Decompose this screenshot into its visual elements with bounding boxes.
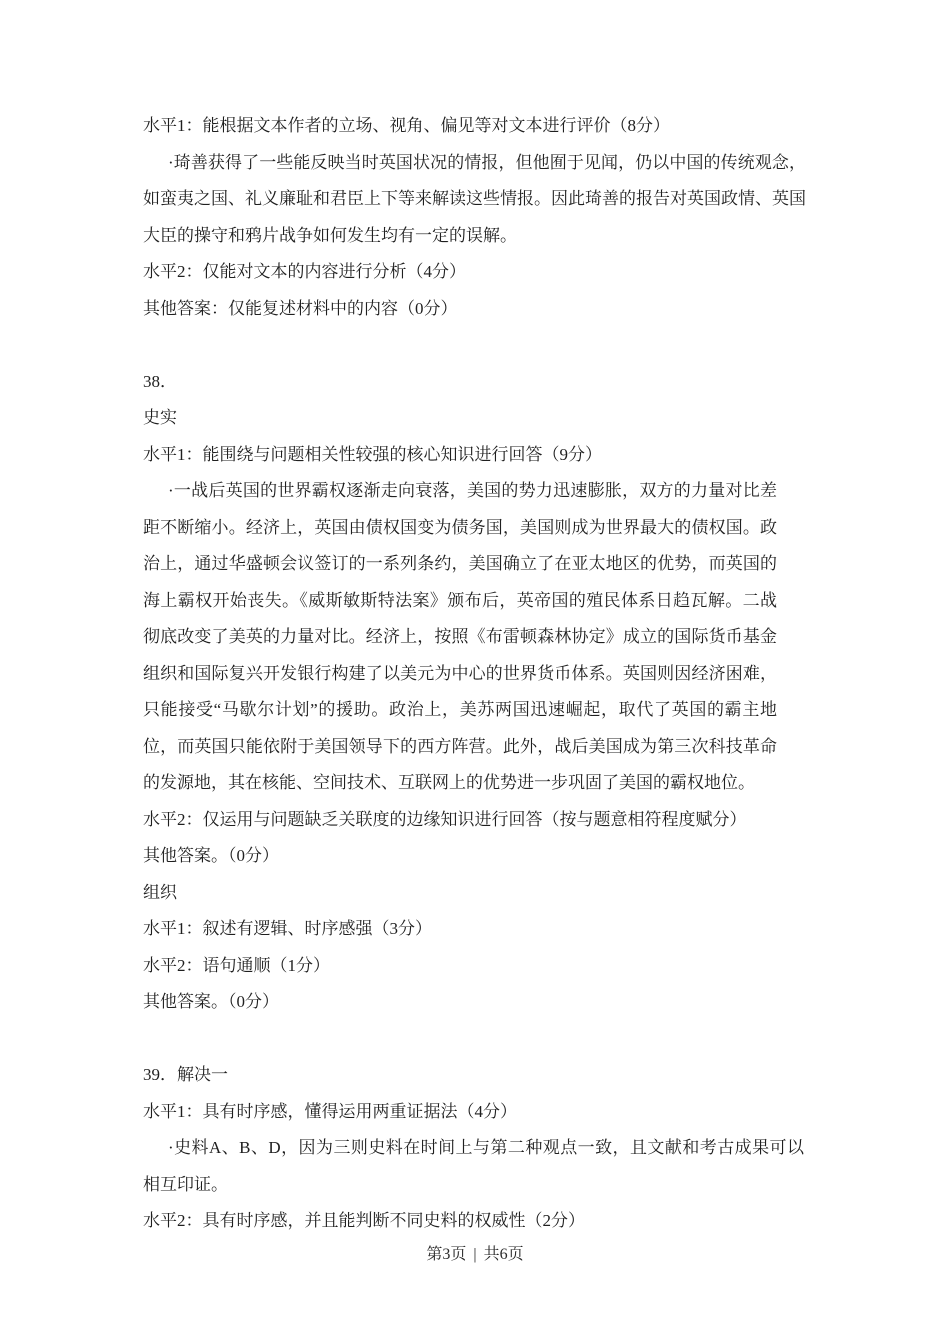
footer-separator: | bbox=[473, 1246, 477, 1263]
other-answer-line: 其他答案。（0分） bbox=[143, 846, 279, 865]
level-criterion-line: 水平1：具有时序感，懂得运用两重证据法（4分） bbox=[143, 1101, 517, 1121]
level-criterion-line: 水平2：具有时序感，并且能判断不同史料的权威性（2分） bbox=[143, 1211, 585, 1230]
answer-detail-line: ·史料A、B、D，因为三则史料在时间上与第二种观点一致，且文献和考古成果可以 bbox=[168, 1138, 804, 1157]
other-answer-line: 其他答案：仅能复述材料中的内容（0分） bbox=[143, 298, 458, 318]
answer-detail-line: 相互印证。 bbox=[143, 1174, 228, 1194]
level-criterion-line: 水平2：仅运用与问题缺乏关联度的边缘知识进行回答（按与题意相符程度赋分） bbox=[143, 809, 747, 829]
level-criterion-line: 水平2：仅能对文本的内容进行分析（4分） bbox=[143, 262, 466, 281]
answer-detail-line: ·琦善获得了一些能反映当时英国状况的情报，但他囿于见闻，仍以中国的传统观念， bbox=[168, 152, 806, 172]
document-content bbox=[143, 108, 806, 1240]
answer-detail-line: 组织和国际复兴开发银行构建了以美元为中心的世界货币体系。英国则因经济困难， bbox=[143, 663, 777, 683]
level-criterion-line: 水平1：能根据文本作者的立场、视角、偏见等对文本进行评价（8分） bbox=[143, 116, 670, 135]
dimension-label-facts: 史实 bbox=[143, 408, 177, 427]
answer-detail-line: 只能接受“马歇尔计划”的援助。政治上，美苏两国迅速崛起，取代了英国的霸主地 bbox=[143, 700, 777, 719]
page-footer bbox=[0, 1244, 950, 1266]
question-38-number: 38． bbox=[143, 371, 177, 391]
level-criterion-line: 水平1：叙述有逻辑、时序感强（3分） bbox=[143, 919, 432, 938]
answer-detail-line: 大臣的操守和鸦片战争如何发生均有一定的误解。 bbox=[143, 225, 517, 245]
page-number-total: 共6页 bbox=[483, 1246, 524, 1263]
answer-detail-line: 治上，通过华盛顿会议签订的一系列条约，美国确立了在亚太地区的优势，而英国的 bbox=[143, 554, 777, 573]
answer-detail-line: 距不断缩小。经济上，英国由债权国变为债务国，美国则成为世界最大的债权国。政 bbox=[143, 517, 777, 537]
level-criterion-line: 水平1：能围绕与问题相关性较强的核心知识进行回答（9分） bbox=[143, 444, 602, 464]
answer-detail-line: 的发源地，其在核能、空间技术、互联网上的优势进一步巩固了美国的霸权地位。 bbox=[143, 773, 755, 792]
answer-detail-line: 如蛮夷之国、礼义廉耻和君臣上下等来解读这些情报。因此琦善的报告对英国政情、英国 bbox=[143, 189, 806, 208]
blank-line bbox=[143, 327, 806, 364]
level-criterion-line: 水平2：语句通顺（1分） bbox=[143, 955, 330, 975]
dimension-label-organization: 组织 bbox=[143, 882, 177, 902]
other-answer-line: 其他答案。（0分） bbox=[143, 992, 279, 1011]
answer-detail-line: 位，而英国只能依附于美国领导下的西方阵营。此外，战后美国成为第三次科技革命 bbox=[143, 736, 777, 756]
page-number-current: 第3页 bbox=[426, 1246, 467, 1263]
answer-detail-line: ·一战后英国的世界霸权逐渐走向衰落，美国的势力迅速膨胀，双方的力量对比差 bbox=[168, 481, 777, 500]
question-39-heading: 39．解决一 bbox=[143, 1065, 228, 1084]
blank-line bbox=[143, 1021, 806, 1058]
answer-detail-line: 彻底改变了美英的力量对比。经济上，按照《布雷顿森林协定》成立的国际货币基金 bbox=[143, 627, 777, 646]
answer-detail-line: 海上霸权开始丧失。《威斯敏斯特法案》颁布后，英帝国的殖民体系日趋瓦解。二战 bbox=[143, 590, 777, 610]
